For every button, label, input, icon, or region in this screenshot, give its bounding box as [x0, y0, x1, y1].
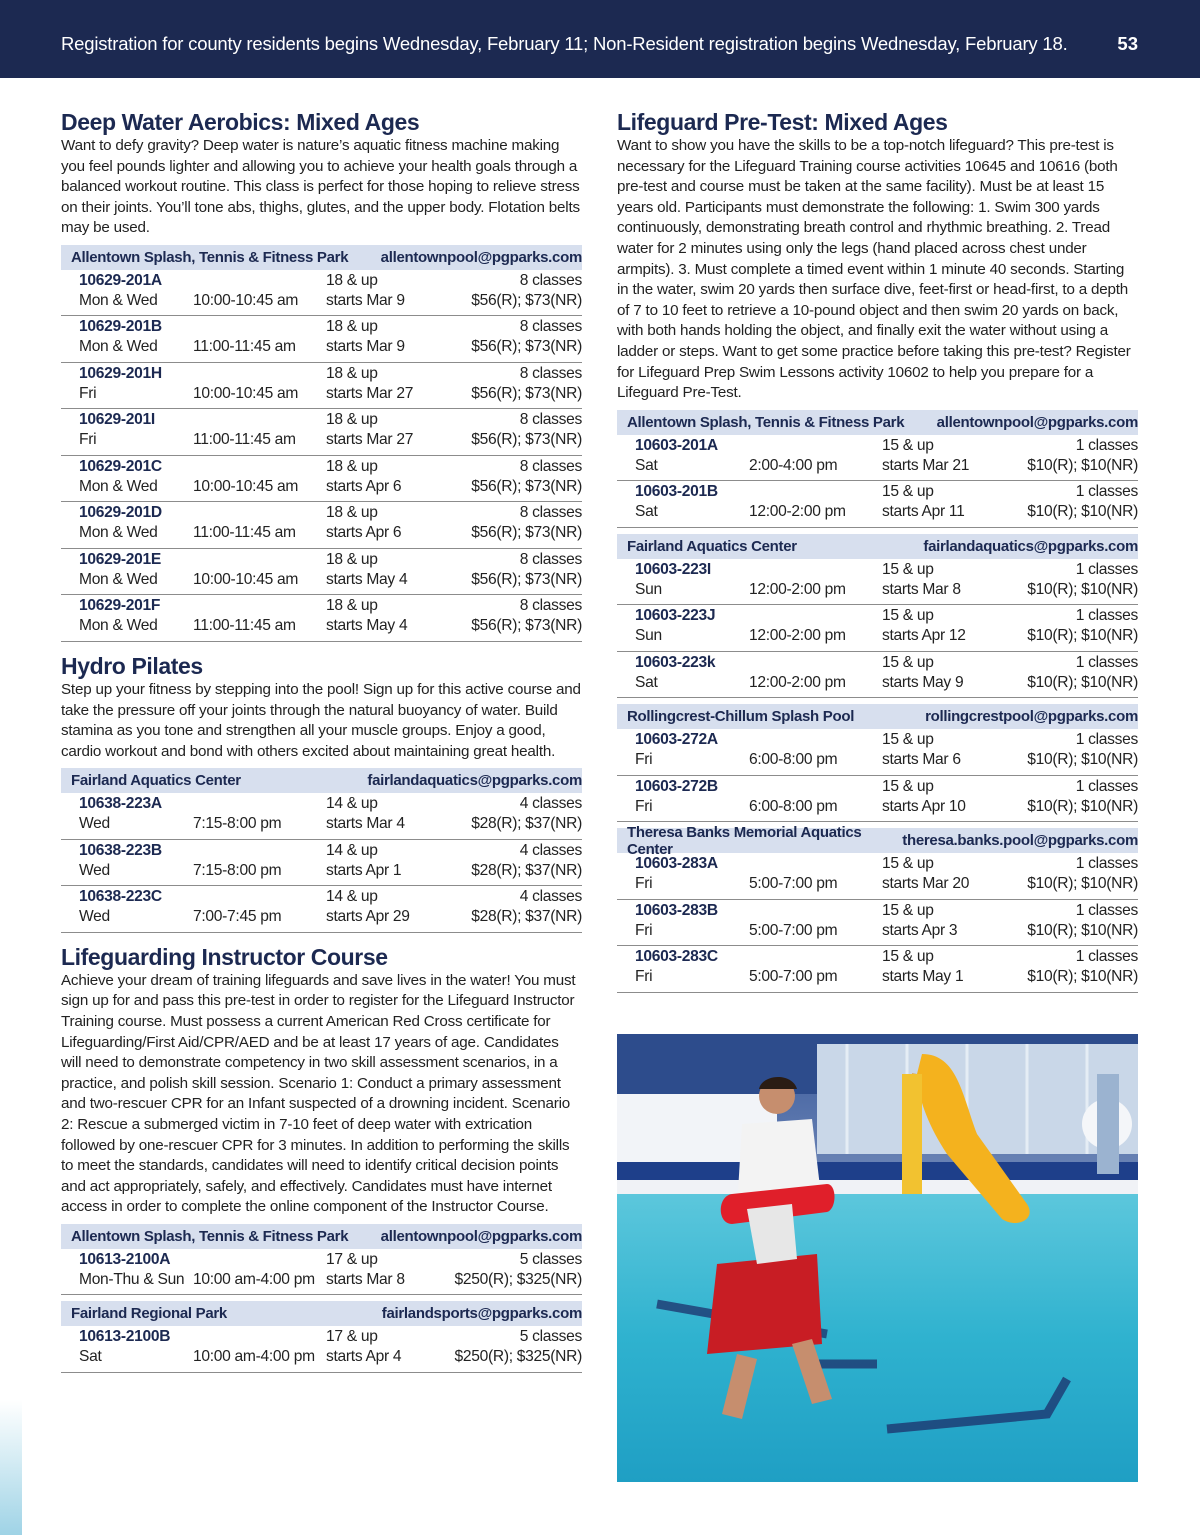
age-range: 18 & up: [326, 457, 378, 475]
age-range: 15 & up: [882, 777, 934, 795]
left-column: [61, 108, 582, 1383]
facility-name: Allentown Splash, Tennis & Fitness Park: [627, 413, 905, 431]
start-date: starts Mar 20: [882, 875, 970, 893]
session-fee: $28(R); $37(NR): [471, 815, 582, 833]
age-range: 18 & up: [326, 271, 378, 289]
session-row: [61, 549, 582, 596]
facility-header: [617, 534, 1138, 559]
session-days: Fri: [635, 875, 653, 893]
start-date: starts Mar 4: [326, 815, 405, 833]
facility-email[interactable]: allentownpool@pgparks.com: [380, 1227, 582, 1245]
start-date: starts Apr 1: [326, 861, 402, 879]
facility-email[interactable]: fairlandaquatics@pgparks.com: [367, 772, 582, 790]
age-range: 15 & up: [882, 560, 934, 578]
facility-name: Allentown Splash, Tennis & Fitness Park: [71, 248, 349, 266]
page-number: 53: [1117, 33, 1138, 54]
session-row: [617, 481, 1138, 528]
session-days: Mon & Wed: [79, 477, 158, 495]
session-time: 10:00 am-4:00 pm: [193, 1348, 315, 1366]
session-time: 11:00-11:45 am: [193, 338, 296, 356]
activity-code: 10629-201E: [79, 550, 161, 568]
age-range: 18 & up: [326, 411, 378, 429]
section-title: Lifeguarding Instructor Course: [61, 943, 388, 970]
age-range: 18 & up: [326, 364, 378, 382]
class-count: 8 classes: [519, 457, 582, 475]
session-days: Sat: [635, 456, 658, 474]
session-time: 12:00-2:00 pm: [749, 503, 846, 521]
age-range: 18 & up: [326, 597, 378, 615]
session-time: 5:00-7:00 pm: [749, 875, 838, 893]
facility-name: Fairland Aquatics Center: [71, 772, 241, 790]
session-days: Sat: [635, 673, 658, 691]
activity-code: 10603-223J: [635, 607, 716, 625]
class-count: 1 classes: [1075, 901, 1138, 919]
class-count: 8 classes: [519, 504, 582, 522]
session-row: [617, 605, 1138, 652]
class-count: 1 classes: [1075, 436, 1138, 454]
start-date: starts May 4: [326, 617, 408, 635]
class-count: 5 classes: [519, 1328, 582, 1346]
start-date: starts Apr 4: [326, 1348, 402, 1366]
session-days: Sat: [635, 503, 658, 521]
age-range: 15 & up: [882, 607, 934, 625]
session-fee: $10(R); $10(NR): [1027, 797, 1138, 815]
session-time: 10:00-10:45 am: [193, 477, 299, 495]
page-header-bar: [0, 0, 1200, 78]
start-date: starts May 9: [882, 673, 964, 691]
start-date: starts Apr 11: [882, 503, 965, 521]
class-count: 1 classes: [1075, 777, 1138, 795]
activity-code: 10629-201C: [79, 457, 162, 475]
session-row: [617, 559, 1138, 606]
session-days: Mon-Thu & Sun: [79, 1270, 185, 1288]
start-date: starts Mar 6: [882, 751, 961, 769]
facility-name: Fairland Regional Park: [71, 1305, 227, 1323]
class-count: 8 classes: [519, 271, 582, 289]
activity-code: 10603-283C: [635, 948, 718, 966]
right-column: [617, 108, 1138, 1003]
session-row: [617, 900, 1138, 947]
start-date: starts Apr 6: [326, 477, 402, 495]
session-fee: $56(R); $73(NR): [471, 570, 582, 588]
session-time: 11:00-11:45 am: [193, 524, 296, 542]
session-days: Mon & Wed: [79, 617, 158, 635]
session-fee: $56(R); $73(NR): [471, 291, 582, 309]
age-range: 15 & up: [882, 901, 934, 919]
start-date: starts Mar 27: [326, 431, 414, 449]
session-days: Wed: [79, 815, 110, 833]
class-count: 4 classes: [519, 888, 582, 906]
facility-email[interactable]: rollingcrestpool@pgparks.com: [925, 708, 1138, 726]
activity-code: 10603-223k: [635, 653, 716, 671]
section-description: Achieve your dream of training lifeguards and save lives in the water! You must sign up for and pass this pre-test in order to register for the Lifeguard Instructor Training course. Must possess a current American Red Cross certificate for Lifeguarding/First Aid/CPR/AED and be at least 17 years of age. Candidates will need to demonstrate competency in two skill assessment scenarios, in a practice, and polish skill session. Scenario 1: Conduct a primary assessment and two-rescuer CPR for an Infant suspected of a drowning incident. Scenario 2: Rescue a submerged victim in 7-10 feet of deep water with extrication followed by one-rescuer CPR for 3 minutes. In addition to performing the skills to meet the standards, candidates will need to identify critical decision points and act appropriately, safely, and effectively. Candidates must have internet access in order to complete the online component of the Instructor Course.: [61, 971, 576, 1216]
session-days: Fri: [635, 797, 653, 815]
facility-email[interactable]: allentownpool@pgparks.com: [380, 248, 582, 266]
section-description: Step up your fitness by stepping into the pool! Sign up for this active course and take the pressure off your joints through the natural buoyancy of water. Build stamina as you tone and strengthen all your muscle groups. Enjoy a good, cardio workout and bond with others excited about maintaining great health.: [61, 680, 581, 760]
activity-section: [61, 943, 582, 1383]
session-row: [61, 316, 582, 363]
start-date: starts Apr 10: [882, 797, 966, 815]
session-days: Wed: [79, 861, 110, 879]
start-date: starts May 1: [882, 968, 964, 986]
activity-code: 10603-201B: [635, 483, 718, 501]
session-row: [61, 502, 582, 549]
session-row: [617, 946, 1138, 993]
class-count: 1 classes: [1075, 653, 1138, 671]
session-fee: $10(R); $10(NR): [1027, 580, 1138, 598]
activity-code: 10603-223I: [635, 560, 711, 578]
session-row: [61, 363, 582, 410]
activity-code: 10629-201D: [79, 504, 162, 522]
session-time: 6:00-8:00 pm: [749, 751, 838, 769]
age-range: 18 & up: [326, 550, 378, 568]
class-count: 1 classes: [1075, 731, 1138, 749]
session-fee: $56(R); $73(NR): [471, 431, 582, 449]
activity-code: 10603-283A: [635, 855, 718, 873]
activity-code: 10629-201B: [79, 318, 162, 336]
session-days: Sun: [635, 627, 662, 645]
session-days: Mon & Wed: [79, 291, 158, 309]
activity-code: 10603-272B: [635, 777, 718, 795]
session-days: Mon & Wed: [79, 338, 158, 356]
facility-header: [617, 410, 1138, 435]
session-fee: $10(R); $10(NR): [1027, 627, 1138, 645]
session-time: 5:00-7:00 pm: [749, 921, 838, 939]
session-time: 5:00-7:00 pm: [749, 968, 838, 986]
session-fee: $56(R); $73(NR): [471, 524, 582, 542]
section-title: Deep Water Aerobics: Mixed Ages: [61, 109, 420, 135]
start-date: starts Mar 21: [882, 456, 970, 474]
facility-name: Rollingcrest-Chillum Splash Pool: [627, 708, 855, 726]
class-count: 4 classes: [519, 841, 582, 859]
session-fee: $28(R); $37(NR): [471, 861, 582, 879]
age-range: 15 & up: [882, 731, 934, 749]
activity-code: 10613-2100A: [79, 1250, 171, 1268]
age-range: 15 & up: [882, 653, 934, 671]
start-date: starts May 4: [326, 570, 408, 588]
age-range: 14 & up: [326, 888, 378, 906]
session-days: Wed: [79, 908, 110, 926]
session-row: [61, 456, 582, 503]
activity-code: 10629-201I: [79, 411, 155, 429]
start-date: starts Mar 8: [326, 1270, 405, 1288]
session-time: 7:15-8:00 pm: [193, 815, 282, 833]
activity-code: 10613-2100B: [79, 1328, 171, 1346]
session-fee: $56(R); $73(NR): [471, 477, 582, 495]
age-range: 15 & up: [882, 855, 934, 873]
session-row: [617, 729, 1138, 776]
session-time: 7:00-7:45 pm: [193, 908, 282, 926]
session-row: [61, 595, 582, 642]
session-fee: $56(R); $73(NR): [471, 338, 582, 356]
session-time: 11:00-11:45 am: [193, 431, 296, 449]
session-days: Mon & Wed: [79, 570, 158, 588]
activity-code: 10638-223A: [79, 795, 162, 813]
session-days: Fri: [635, 968, 653, 986]
start-date: starts Apr 12: [882, 627, 966, 645]
activity-section: [617, 108, 1138, 1003]
session-time: 6:00-8:00 pm: [749, 797, 838, 815]
activity-code: 10629-201F: [79, 597, 161, 615]
start-date: starts Apr 6: [326, 524, 402, 542]
session-fee: $56(R); $73(NR): [471, 617, 582, 635]
class-count: 1 classes: [1075, 483, 1138, 501]
session-fee: $10(R); $10(NR): [1027, 921, 1138, 939]
class-count: 8 classes: [519, 411, 582, 429]
session-fee: $250(R); $325(NR): [454, 1348, 582, 1366]
start-date: starts Apr 29: [326, 908, 410, 926]
activity-section: [61, 652, 582, 943]
age-range: 14 & up: [326, 795, 378, 813]
section-title: Hydro Pilates: [61, 652, 203, 679]
class-count: 1 classes: [1075, 855, 1138, 873]
session-time: 10:00 am-4:00 pm: [193, 1270, 315, 1288]
start-date: starts Mar 8: [882, 580, 961, 598]
class-count: 4 classes: [519, 795, 582, 813]
session-time: 12:00-2:00 pm: [749, 673, 846, 691]
section-description: Want to show you have the skills to be a top-notch lifeguard? This pre-test is necessary for the Lifeguard Training course activities 10645 and 10616 (both pre-test and course must be taken at the same facility). Must be at least 15 years old. Participants must demonstrate the following: 1. Swim 300 yards continuously, demonstrating breath control and rhythmic breathing. 2. Tread water for 2 minutes using only the legs (hand placed across chest under armpits). 3. Must complete a timed event within 1 minute 40 seconds. Starting in the water, swim 20 yards then surface dive, feet-first or head-first, to a depth of 7 to 10 feet to retrieve a 10-pound object and then swim 20 yards on back, with both hands holding the object, and finally exit the water without using a ladder or steps. Want to get some practice before taking this pre-test? Register for Lifeguard Prep Swim Lessons activity 10602 to help you prepare for a Lifeguard Pre-Test.: [617, 137, 1131, 402]
session-fee: $10(R); $10(NR): [1027, 968, 1138, 986]
facility-email[interactable]: fairlandaquatics@pgparks.com: [923, 537, 1138, 555]
session-row: [61, 270, 582, 317]
session-fee: $10(R); $10(NR): [1027, 673, 1138, 691]
session-fee: $10(R); $10(NR): [1027, 875, 1138, 893]
session-time: 2:00-4:00 pm: [749, 456, 838, 474]
session-days: Sat: [79, 1348, 102, 1366]
session-days: Fri: [635, 921, 653, 939]
class-count: 8 classes: [519, 318, 582, 336]
session-days: Sun: [635, 580, 662, 598]
age-range: 15 & up: [882, 948, 934, 966]
age-range: 17 & up: [326, 1328, 378, 1346]
facility-header: [617, 823, 1138, 858]
start-date: starts Mar 27: [326, 384, 414, 402]
session-row: [617, 652, 1138, 699]
session-time: 10:00-10:45 am: [193, 384, 299, 402]
facility-email[interactable]: allentownpool@pgparks.com: [936, 413, 1138, 431]
registration-notice: Registration for county residents begins Wednesday, February 11; Non-Resident registration begins Wednesday, February 18.: [61, 33, 1068, 54]
class-count: 1 classes: [1075, 607, 1138, 625]
session-row: [617, 435, 1138, 482]
session-time: 10:00-10:45 am: [193, 570, 299, 588]
class-count: 5 classes: [519, 1250, 582, 1268]
facility-email[interactable]: theresa.banks.pool@pgparks.com: [902, 832, 1138, 850]
session-time: 12:00-2:00 pm: [749, 580, 846, 598]
section-title: Lifeguard Pre-Test: Mixed Ages: [617, 109, 948, 135]
age-range: 18 & up: [326, 318, 378, 336]
session-fee: $10(R); $10(NR): [1027, 751, 1138, 769]
session-time: 10:00-10:45 am: [193, 291, 299, 309]
facility-email[interactable]: fairlandsports@pgparks.com: [381, 1305, 582, 1323]
session-row: [61, 409, 582, 456]
age-range: 14 & up: [326, 841, 378, 859]
start-date: starts Apr 3: [882, 921, 958, 939]
activity-code: 10638-223C: [79, 888, 162, 906]
class-count: 8 classes: [519, 364, 582, 382]
session-fee: $56(R); $73(NR): [471, 384, 582, 402]
session-row: [617, 776, 1138, 823]
activity-code: 10603-201A: [635, 436, 718, 454]
session-days: Fri: [79, 384, 97, 402]
session-days: Fri: [635, 751, 653, 769]
session-days: Fri: [79, 431, 97, 449]
page-edge-decoration: [0, 1400, 22, 1535]
activity-code: 10603-283B: [635, 901, 718, 919]
activity-code: 10603-272A: [635, 731, 718, 749]
facility-header: [61, 768, 582, 793]
session-row: [61, 886, 582, 933]
session-row: [61, 1249, 582, 1296]
activity-code: 10629-201A: [79, 271, 162, 289]
age-range: 15 & up: [882, 436, 934, 454]
start-date: starts Mar 9: [326, 338, 405, 356]
facility-header: [61, 245, 582, 270]
facility-name: Theresa Banks Memorial Aquatics Center: [627, 823, 862, 858]
session-fee: $10(R); $10(NR): [1027, 503, 1138, 521]
age-range: 18 & up: [326, 504, 378, 522]
age-range: 17 & up: [326, 1250, 378, 1268]
facility-header: [61, 1224, 582, 1249]
session-fee: $10(R); $10(NR): [1027, 456, 1138, 474]
facility-header: [617, 704, 1138, 729]
facility-name: Fairland Aquatics Center: [627, 537, 797, 555]
session-time: 7:15-8:00 pm: [193, 861, 282, 879]
session-row: [61, 840, 582, 887]
section-description: Want to defy gravity? Deep water is nature’s aquatic fitness machine making you feel pounds lighter and allowing you to achieve your health goals through a balanced workout routine. This class is perfect for those hoping to relieve stress on their joints. You’ll tone abs, thighs, glutes, and the upper body. Flotation belts may be used.: [61, 137, 580, 237]
class-count: 8 classes: [519, 597, 582, 615]
age-range: 15 & up: [882, 483, 934, 501]
class-count: 1 classes: [1075, 560, 1138, 578]
facility-name: Allentown Splash, Tennis & Fitness Park: [71, 1227, 349, 1245]
session-fee: $28(R); $37(NR): [471, 908, 582, 926]
session-time: 11:00-11:45 am: [193, 617, 296, 635]
session-time: 12:00-2:00 pm: [749, 627, 846, 645]
session-row: [61, 793, 582, 840]
activity-code: 10638-223B: [79, 841, 162, 859]
activity-section: [61, 108, 582, 652]
activity-code: 10629-201H: [79, 364, 162, 382]
class-count: 1 classes: [1075, 948, 1138, 966]
facility-header: [61, 1301, 582, 1326]
session-row: [617, 853, 1138, 900]
class-count: 8 classes: [519, 550, 582, 568]
session-row: [61, 1326, 582, 1373]
session-fee: $250(R); $325(NR): [454, 1270, 582, 1288]
lifeguard-photo: [617, 1034, 1138, 1482]
start-date: starts Mar 9: [326, 291, 405, 309]
session-days: Mon & Wed: [79, 524, 158, 542]
